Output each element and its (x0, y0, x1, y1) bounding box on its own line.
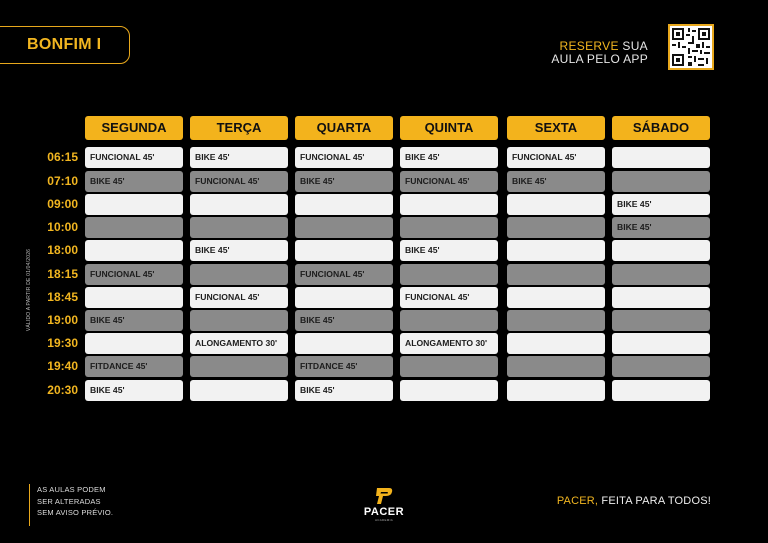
class-slot (85, 217, 183, 238)
class-slot (507, 194, 605, 215)
slogan-rest: FEITA PARA TODOS! (598, 495, 711, 507)
time-label: 06:15 (47, 150, 78, 164)
class-slot (507, 240, 605, 261)
reserve-rest: SUA (618, 39, 648, 53)
class-slot (190, 217, 288, 238)
pacer-logo-icon (374, 487, 394, 505)
class-slot: FUNCIONAL 45' (85, 147, 183, 168)
class-slot: BIKE 45' (612, 217, 710, 238)
time-label: 19:30 (47, 336, 78, 350)
class-slot (612, 310, 710, 331)
notice-line: AS AULAS PODEM (37, 485, 106, 494)
class-slot (612, 356, 710, 377)
day-header: TERÇA (190, 116, 288, 140)
slogan (557, 495, 711, 507)
class-slot: FUNCIONAL 45' (295, 264, 393, 285)
class-slot (507, 264, 605, 285)
schedule-change-notice (29, 484, 113, 526)
class-slot (400, 356, 498, 377)
class-slot: BIKE 45' (612, 194, 710, 215)
class-slot: BIKE 45' (295, 310, 393, 331)
class-slot (85, 333, 183, 354)
class-slot (85, 194, 183, 215)
validity-note: VÁLIDO A PARTIR DE 01/04/2026 (26, 248, 32, 332)
reserve-accent: RESERVE (559, 39, 619, 53)
time-label: 18:45 (47, 290, 78, 304)
class-slot (612, 380, 710, 401)
class-slot: BIKE 45' (85, 310, 183, 331)
day-header: SÁBADO (612, 116, 710, 140)
reserve-notice (551, 40, 648, 66)
class-slot (507, 217, 605, 238)
class-slot (507, 380, 605, 401)
class-slot (295, 194, 393, 215)
time-label: 19:00 (47, 313, 78, 327)
class-slot (400, 310, 498, 331)
class-slot: FUNCIONAL 45' (85, 264, 183, 285)
class-slot (295, 240, 393, 261)
class-slot (190, 310, 288, 331)
time-label: 18:00 (47, 243, 78, 257)
class-slot (612, 147, 710, 168)
class-slot (507, 310, 605, 331)
time-label: 07:10 (47, 174, 78, 188)
class-slot: ALONGAMENTO 30' (400, 333, 498, 354)
qr-code[interactable] (668, 24, 714, 70)
pacer-logo (359, 487, 409, 522)
class-slot (507, 287, 605, 308)
class-slot (190, 194, 288, 215)
class-slot (400, 217, 498, 238)
time-label: 18:15 (47, 267, 78, 281)
class-slot: FITDANCE 45' (295, 356, 393, 377)
class-slot (190, 264, 288, 285)
class-slot: BIKE 45' (190, 147, 288, 168)
class-slot: FUNCIONAL 45' (295, 147, 393, 168)
notice-line: SEM AVISO PRÉVIO. (37, 508, 114, 517)
class-slot (612, 287, 710, 308)
class-slot (612, 264, 710, 285)
class-slot (190, 380, 288, 401)
class-slot: FUNCIONAL 45' (190, 171, 288, 192)
class-slot: BIKE 45' (85, 171, 183, 192)
class-slot: FUNCIONAL 45' (190, 287, 288, 308)
class-slot: BIKE 45' (400, 240, 498, 261)
class-slot: ALONGAMENTO 30' (190, 333, 288, 354)
class-slot (295, 287, 393, 308)
class-slot (85, 287, 183, 308)
day-header: SEGUNDA (85, 116, 183, 140)
logo-subtitle: ACADEMIA (374, 518, 394, 522)
class-slot (190, 356, 288, 377)
class-slot (400, 380, 498, 401)
class-slot: BIKE 45' (190, 240, 288, 261)
class-slot (295, 217, 393, 238)
class-slot: BIKE 45' (85, 380, 183, 401)
class-slot: FITDANCE 45' (85, 356, 183, 377)
slogan-accent: PACER, (556, 495, 599, 507)
class-slot (612, 240, 710, 261)
class-slot (295, 333, 393, 354)
class-slot (612, 333, 710, 354)
time-label: 09:00 (47, 197, 78, 211)
class-slot: FUNCIONAL 45' (400, 287, 498, 308)
class-slot: BIKE 45' (295, 380, 393, 401)
class-slot: BIKE 45' (507, 171, 605, 192)
day-header: QUINTA (400, 116, 498, 140)
day-header: QUARTA (295, 116, 393, 140)
qr-code-icon (670, 26, 712, 68)
class-slot: BIKE 45' (295, 171, 393, 192)
class-slot (85, 240, 183, 261)
day-header: SEXTA (507, 116, 605, 140)
time-label: 20:30 (47, 383, 78, 397)
class-slot: BIKE 45' (400, 147, 498, 168)
class-slot (400, 264, 498, 285)
class-slot: FUNCIONAL 45' (507, 147, 605, 168)
class-slot (507, 333, 605, 354)
unit-title-badge (0, 26, 130, 64)
class-slot (400, 194, 498, 215)
time-label: 10:00 (47, 220, 78, 234)
logo-wordmark: PACER (363, 506, 405, 518)
class-slot (507, 356, 605, 377)
notice-line: SER ALTERADAS (37, 496, 101, 506)
reserve-line2: AULA PELO APP (551, 52, 648, 66)
class-slot (612, 171, 710, 192)
class-slot: FUNCIONAL 45' (400, 171, 498, 192)
time-label: 19:40 (47, 359, 78, 373)
unit-title: BONFIM I (27, 36, 102, 53)
